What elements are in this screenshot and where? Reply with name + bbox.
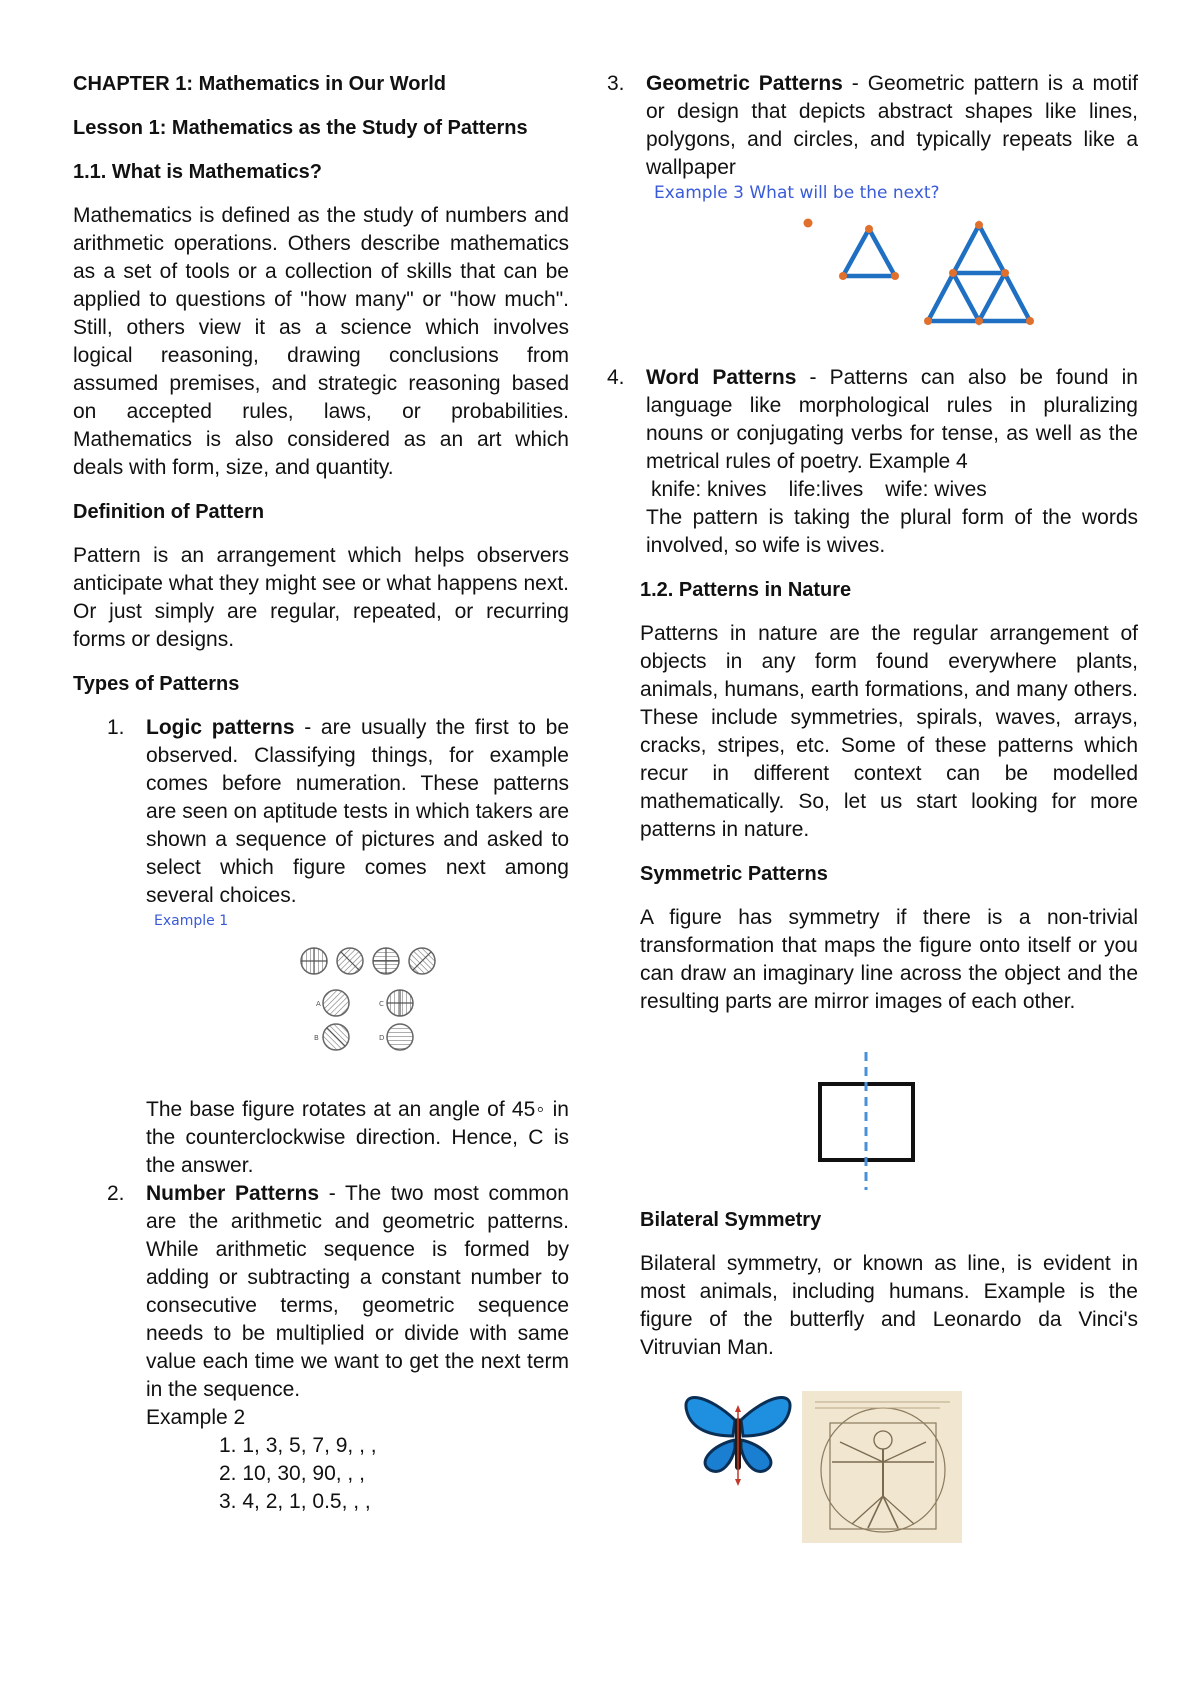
section-1-1-body: Mathematics is defined as the study of numbers and arithmetic operations. Others describe mathematics as a set of tools or a collection of skills that can be applied to questions of "how many" or "how much". Still, others view it as a science which involves logical reasoning, drawing conclusions from assumed premises, and strategic reasoning based on accepted rules, laws, or probabilities. Mathematics is also considered as an art which deals with form, size, and quantity. [73,204,569,479]
list-number: 3. [607,72,625,95]
symmetric-body: A figure has symmetry if there is a non-trivial transformation that maps the figure onto itself or you can draw an imaginary line across the object and the resulting parts are mirror images of each other. [640,906,1138,1013]
option-circle-a [323,990,349,1016]
word-pair: knife: knives [651,478,767,501]
option-label-c: C [379,1000,384,1008]
sequence-item: 1. 1, 3, 5, 7, 9, , , [219,1434,377,1457]
sequence-circle [373,948,399,974]
item-title: Word Patterns [646,366,797,389]
sequence-item: 3. 4, 2, 1, 0.5, , , [219,1490,371,1513]
section-1-2-body: Patterns in nature are the regular arrangement of objects in any form found everywhere plants, animals, humans, earth formations, and many others. These include symmetries, spirals, waves, arrays, cracks, stripes, etc. Some of these patterns which recur in different context can be modelled mathematically. So, let us start looking for more patterns in nature. [640,622,1138,841]
item-text: - The two most common are the arithmetic and geometric patterns. While arithmetic sequence is formed by adding or subtracting a constant number to consecutive terms, geometric sequence needs to be multiplied or divide with same value each time we want to get the next term in the sequence. [146,1182,569,1401]
example-4-explanation: The pattern is taking the plural form of the words involved, so wife is wives. [646,506,1138,557]
bilateral-body: Bilateral symmetry, or known as line, is evident in most animals, including humans. Example is the figure of the butterfly and Leonardo da Vinci's Vitruvian Man. [640,1252,1138,1359]
bilateral-images [640,1378,1138,1543]
list-number: 2. [107,1182,125,1205]
bilateral-heading: Bilateral Symmetry [640,1209,822,1231]
single-triangle [839,225,899,280]
sequence-circle [409,948,435,974]
word-pair: life:lives [788,478,864,501]
triangle-sequence-icon [646,204,1071,364]
definition-heading: Definition of Pattern [73,501,265,523]
sequence-item: 2. 10, 30, 90, , , [219,1462,365,1485]
four-triangle-figure [924,221,1034,325]
item-title: Geometric Patterns [646,72,843,95]
butterfly-icon [686,1398,790,1486]
square-symmetry-icon [640,1032,1138,1190]
list-number: 1. [107,716,125,739]
logic-pattern-figure [146,932,569,1082]
vitruvian-man-icon [802,1391,962,1543]
word-examples [646,476,1138,504]
sequence-circle [337,948,363,974]
example-1-explanation: The base figure rotates at an angle of 45◦ in the counterclockwise direction. Hence, C is the answer. [146,1098,569,1177]
item-text: - Geometric pattern is a motif or design that depicts abstract shapes like lines, polygons, and circles, and typically repeats like a wallpaper [646,72,1138,179]
symmetry-square-figure [640,1032,1138,1190]
dot-figure [804,219,813,228]
right-column [607,70,1138,1543]
option-circle-b [323,1024,349,1050]
option-label-a: A [316,1000,321,1008]
list-number: 4. [607,366,625,389]
definition-body: Pattern is an arrangement which helps observers anticipate what they might see or what happens next. Or just simply are regular, repeated, or recurring forms or designs. [73,544,569,651]
item-text: - are usually the first to be observed. Classifying things, for example comes before numeration. These patterns are seen on aptitude tests in which takers are shown a sequence of pictures and asked to select which figure comes next among several choices. [146,716,569,907]
option-label-d: D [379,1034,385,1042]
example-1-label: Example 1 [154,913,229,929]
geometric-pattern-figure [646,204,1138,364]
item-title: Logic patterns [146,716,295,739]
butterfly-vitruvian-icon [640,1378,1138,1543]
word-pair: wife: wives [885,478,987,501]
example-2-label: Example 2 [146,1406,246,1429]
example-3-label: Example 3 What will be the next? [654,183,940,203]
item-title: Number Patterns [146,1182,320,1205]
section-1-2-heading: 1.2. Patterns in Nature [640,579,852,601]
option-circle-c [387,990,413,1016]
list-item-geometric [573,70,1138,364]
chapter-title: CHAPTER 1: Mathematics in Our World [73,73,447,95]
item-text: - Patterns can also be found in language like morphological rules in pluralizing nouns or conjugating verbs for tense, as well as the metrical rules of poetry. Example 4 [646,366,1138,473]
rotating-circles-icon [146,932,569,1082]
sequence-list [73,1432,569,1516]
sequence-circle [301,948,327,974]
left-column [73,70,569,1516]
list-item-word [573,364,1138,560]
list-item-number [73,1180,569,1432]
option-circle-d [387,1024,413,1050]
option-label-b: B [314,1034,319,1042]
types-heading: Types of Patterns [73,673,240,695]
symmetric-heading: Symmetric Patterns [640,863,828,885]
section-1-1-heading: 1.1. What is Mathematics? [73,161,322,183]
list-item-logic [73,714,569,1180]
lesson-title: Lesson 1: Mathematics as the Study of Patterns [73,117,528,139]
